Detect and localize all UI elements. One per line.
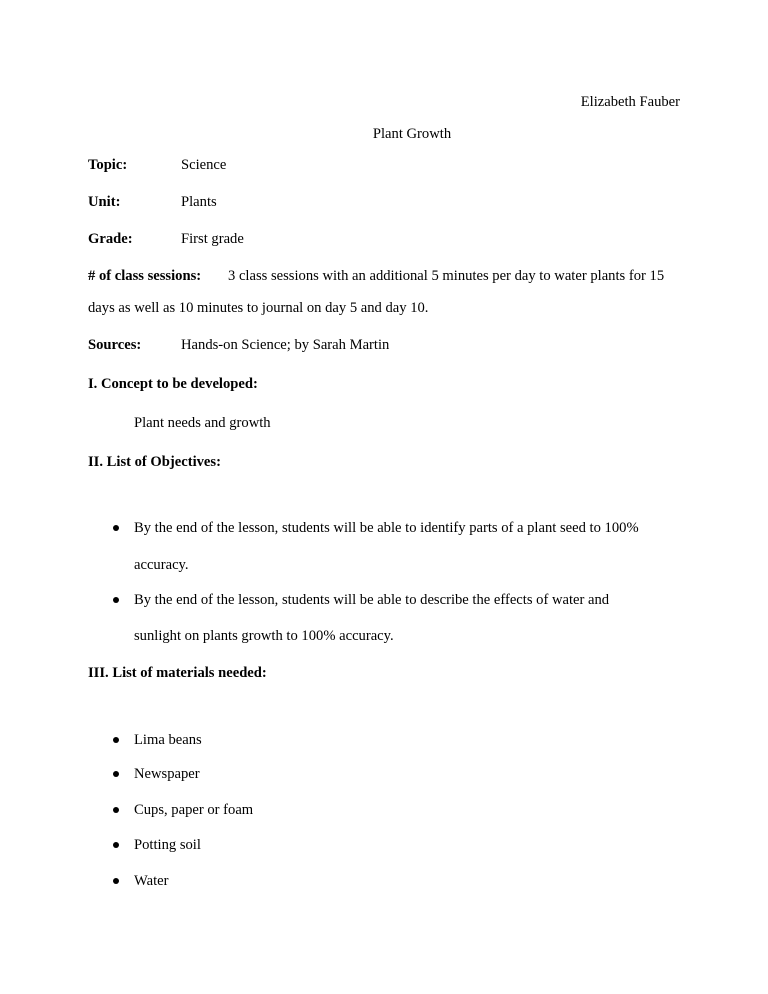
materials-heading: III. List of materials needed:	[88, 665, 267, 681]
material-item: Water	[134, 873, 169, 889]
sessions-value-line2: days as well as 10 minutes to journal on day 5 and day 10.	[88, 300, 429, 316]
author-name: Elizabeth Fauber	[580, 94, 680, 110]
objective-2-line2: sunlight on plants growth to 100% accuracy.	[134, 628, 394, 644]
objective-1-line2: accuracy.	[134, 557, 189, 573]
objective-2-line1: By the end of the lesson, students will be able to describe the effects of water and	[134, 592, 610, 608]
bullet-icon	[113, 597, 119, 603]
concept-heading: I. Concept to be developed:	[88, 376, 258, 392]
sources-label: Sources:	[88, 337, 142, 353]
unit-label: Unit:	[88, 194, 121, 210]
bullet-icon	[113, 842, 119, 848]
concept-text: Plant needs and growth	[134, 415, 271, 431]
document-title: Plant Growth	[372, 126, 452, 142]
material-item: Lima beans	[134, 732, 202, 748]
bullet-icon	[113, 771, 119, 777]
material-item: Cups, paper or foam	[134, 802, 254, 818]
objectives-heading: II. List of Objectives:	[88, 454, 221, 470]
grade-label: Grade:	[88, 231, 133, 247]
bullet-icon	[113, 737, 119, 743]
bullet-icon	[113, 525, 119, 531]
topic-label: Topic:	[88, 157, 128, 173]
material-item: Potting soil	[134, 837, 201, 853]
bullet-icon	[113, 878, 119, 884]
unit-value: Plants	[181, 194, 217, 210]
objective-1-line1: By the end of the lesson, students will be able to identify parts of a plant seed to 100%	[134, 520, 639, 536]
sources-value: Hands-on Science; by Sarah Martin	[181, 337, 390, 353]
grade-value: First grade	[181, 231, 244, 247]
sessions-value-line1: 3 class sessions with an additional 5 minutes per day to water plants for 15	[228, 268, 665, 284]
bullet-icon	[113, 807, 119, 813]
topic-value: Science	[181, 157, 227, 173]
sessions-label: # of class sessions:	[88, 268, 202, 284]
material-item: Newspaper	[134, 766, 200, 782]
